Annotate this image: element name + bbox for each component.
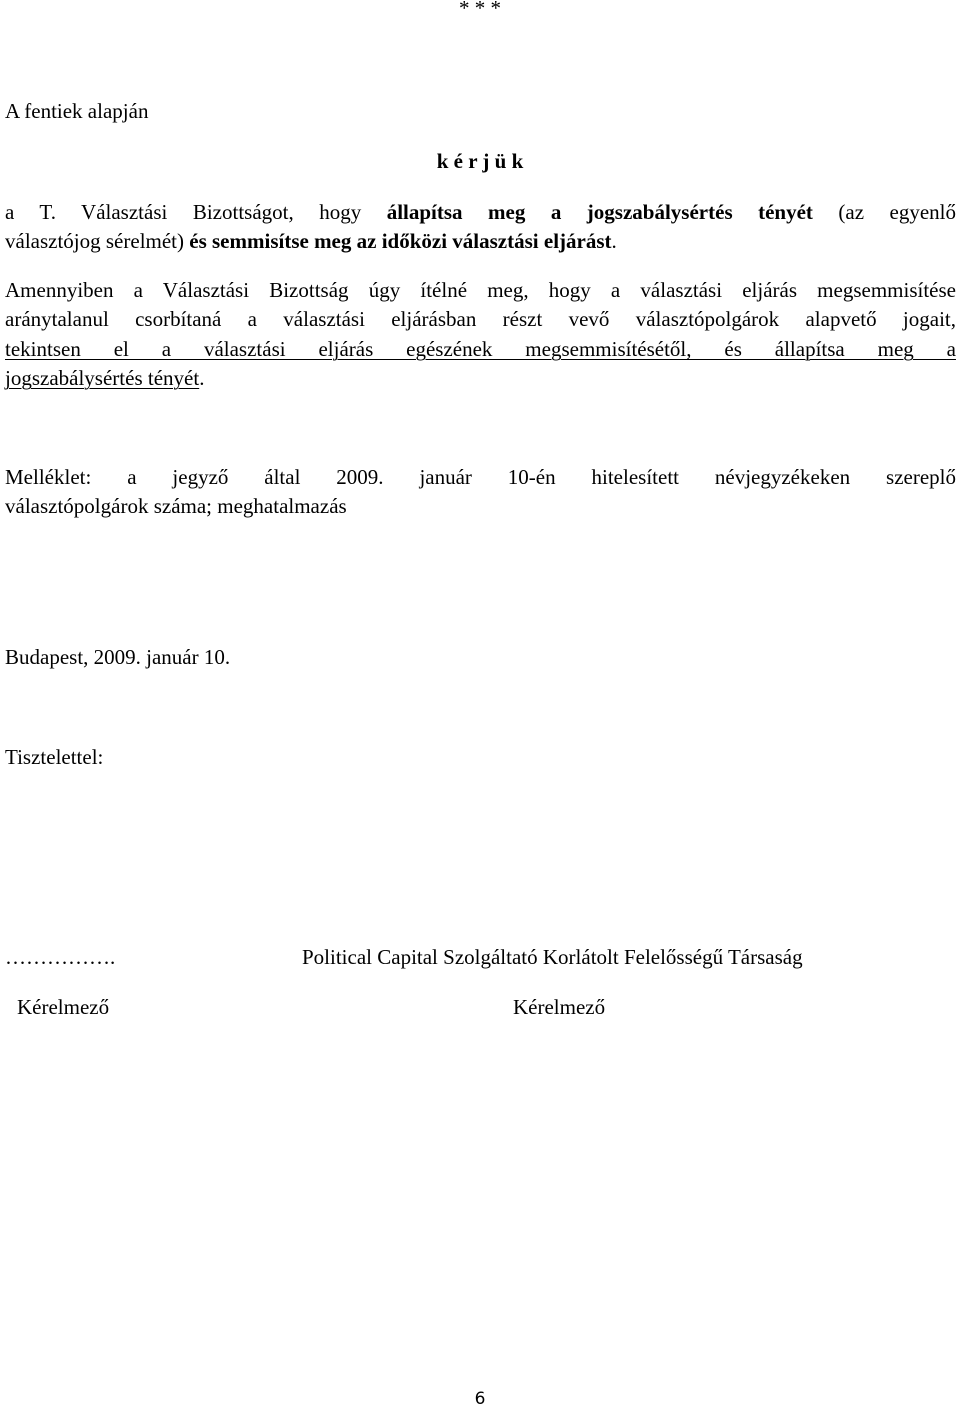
request-line-2 bbox=[5, 229, 617, 254]
alternative-line-4 bbox=[5, 366, 204, 391]
intro-text: A fentiek alapján bbox=[5, 99, 149, 123]
alternative-line-3: tekintsen el a választási eljárás egészének megsemmisítésétől, és állapítsa meg a bbox=[5, 337, 956, 361]
request-heading: k é r j ü k bbox=[436, 149, 524, 173]
signature-organization-name: Political Capital Szolgáltató Korlátolt Felelősségű Társaság bbox=[302, 945, 803, 969]
request-line-1 bbox=[5, 200, 956, 225]
attachment-line-2: választópolgárok száma; meghatalmazás bbox=[5, 494, 347, 518]
request-line-2-part-3: . bbox=[611, 229, 617, 253]
request-line-2-part-1: választójog sérelmét) bbox=[5, 229, 190, 253]
page-number: 6 bbox=[474, 1389, 486, 1409]
signature-label-right: Kérelmező bbox=[513, 995, 606, 1019]
request-line-1-part-1: a T. Választási Bizottságot, hogy bbox=[5, 200, 387, 224]
place-date: Budapest, 2009. január 10. bbox=[5, 645, 231, 669]
section-separator: * * * bbox=[459, 0, 501, 20]
attachment-line-1: Melléklet: a jegyző által 2009. január 10-én hitelesített névjegyzékeken szereplő bbox=[5, 465, 956, 489]
signature-label-left: Kérelmező bbox=[17, 995, 110, 1019]
request-line-1-part-3: (az egyenlő bbox=[812, 200, 956, 224]
alternative-line-1: Amennyiben a Választási Bizottság úgy ítélné meg, hogy a választási eljárás megsemmisítése bbox=[5, 278, 956, 302]
greeting: Tisztelettel: bbox=[5, 745, 104, 769]
request-line-1-bold: állapítsa meg a jogszabálysértés tényét bbox=[386, 200, 813, 224]
alternative-line-2: aránytalanul csorbítaná a választási eljárásban részt vevő választópolgárok alapvető jogait, bbox=[5, 307, 956, 331]
request-line-2-bold: és semmisítse meg az időközi választási eljárást bbox=[189, 229, 612, 253]
signature-dots-left: ……………. bbox=[5, 945, 116, 969]
alternative-line-4-period: . bbox=[199, 366, 205, 390]
alternative-line-4-underlined: jogszabálysértés tényét bbox=[5, 366, 200, 390]
